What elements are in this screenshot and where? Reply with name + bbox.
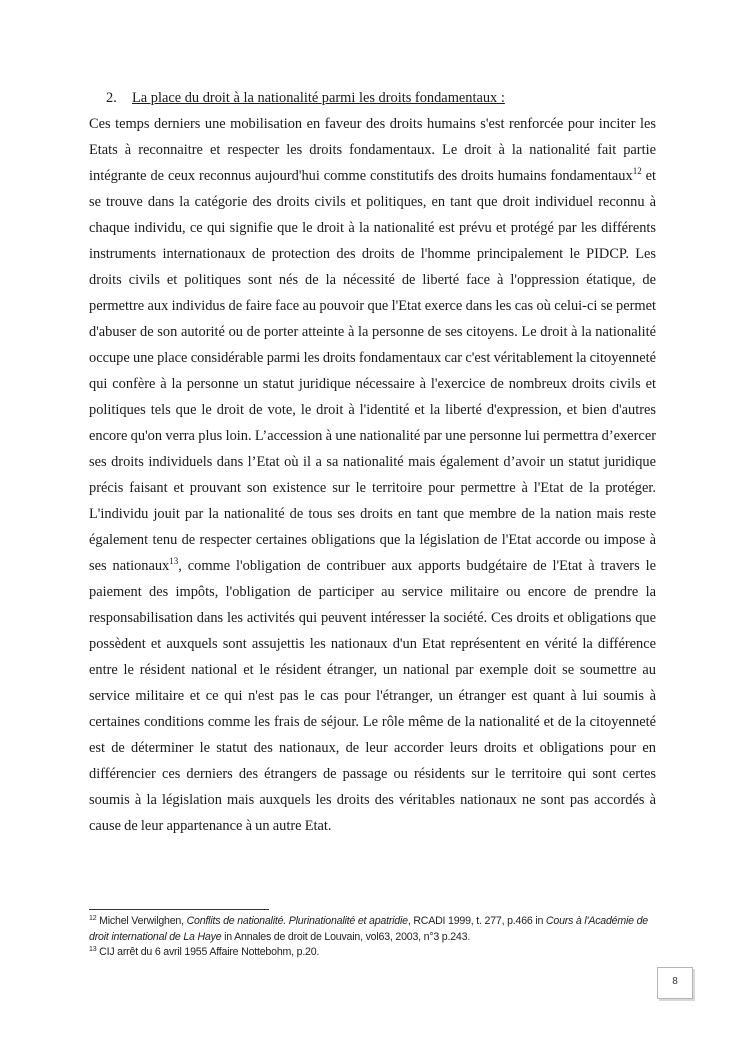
footnote-text: Michel Verwilghen, — [96, 915, 187, 927]
footnote-text: in Annales de droit de Louvain, vol63, 2003, n°3 p.243. — [221, 930, 471, 943]
body-text-part-2: et se trouve dans la catégorie des droits civils et politiques, en tant que droit individuel reconnu à chaque individu, ce qui signifie que le droit à la nationalité est prévu et protégé par les différents instruments internationaux de protection des droits de l'homme principalement le PIDCP. Les droits civils et politiques sont nés de la nécessité de liberté face à l'oppression étatique, de permettre aux individus de faire face au pouvoir que l'Etat exerce dans les cas où celui-ci se permet d'abuser de son autorité ou de porter atteinte à la personne de ses citoyens. Le droit à la nationalité occupe une place considérable parmi les droits fondamentaux car c'est véritablement la citoyenneté qui confère à la personne un statut juridique nécessaire à l'exercice de nombreux droits civils et politiques tels que le droit de vote, le droit à l'identité et la liberté d'expression, et bien d'autres encore qu'on verra plus loin. L’accession à une nationalité par une personne lui permettra d’exercer ses droits individuels dans l’Etat où il a sa nationalité mais également d’avoir un statut juridique précis faisant et prouvant son existence sur le territoire pour permettre à l'Etat de la protéger. L'individu jouit par la nationalité de tous ses droits en tant que membre de la nation mais reste également tenu de respecter certaines obligations que la législation de l'Etat accorde ou impose à ses nationaux — [89, 168, 656, 574]
footnote-12 — [89, 914, 656, 945]
footnote-title: Cours à l'Académie de droit international de La Haye — [89, 915, 648, 943]
footnote-number: 13 — [89, 946, 97, 953]
footnote-separator — [89, 909, 269, 910]
paragraph — [89, 111, 656, 839]
body-text-part-3: , comme l'obligation de contribuer aux apports budgétaire de l'Etat à travers le paiement des impôts, l'obligation de participer au service militaire ou encore de prendre la responsabilisation dans les activités qui peuvent intéresser la société. Ces droits et obligations que possèdent et auxquels sont assujettis les nationaux d'un Etat représentent en vérité la différence entre le résident national et le résident étranger, un national par exemple doit se soumettre au service militaire et ce qui n'est pas le cas pour l'étranger, un étranger est quant à lui soumis à certaines conditions comme les frais de séjour. Le rôle même de la nationalité et de la citoyenneté est de déterminer le statut des nationaux, de leur accorder leurs droits et obligations pour en différencier ces derniers des étrangers de passage ou résidents sur le territoire qui sont certes soumis à la législation mais auxquels les droits des véritables nationaux ne sont pas accordés à cause de leur appartenance à un autre Etat. — [89, 558, 656, 834]
footnote-number: 12 — [89, 915, 97, 922]
body-text-part-1: Ces temps derniers une mobilisation en faveur des droits humains s'est renforcée pour inciter les Etats à reconnaitre et respecter les droits fondamentaux. Le droit à la nationalité fait partie intégrante de ceux reconnus aujourd'hui comme constitutifs des droits humains fondamentaux — [89, 116, 656, 184]
section-number: 2. — [106, 90, 117, 106]
section-title: La place du droit à la nationalité parmi les droits fondamentaux : — [132, 90, 505, 106]
page-number-box — [657, 967, 693, 999]
body-paragraph — [89, 111, 656, 839]
page-number: 8 — [672, 976, 678, 987]
footnote-ref-13[interactable]: 13 — [169, 556, 179, 566]
footnote-text: CIJ arrêt du 6 avril 1955 Affaire Nottebohm, p.20. — [96, 946, 320, 958]
footnotes — [89, 914, 656, 961]
footnote-ref-12[interactable]: 12 — [632, 166, 642, 176]
footnote-title: Conflits de nationalité. Plurinationalité et apatridie — [186, 915, 408, 927]
footnote-text: , RCADI 1999, t. 277, p.466 in — [407, 915, 546, 927]
footnote-13 — [89, 945, 656, 961]
section-heading — [106, 88, 505, 108]
